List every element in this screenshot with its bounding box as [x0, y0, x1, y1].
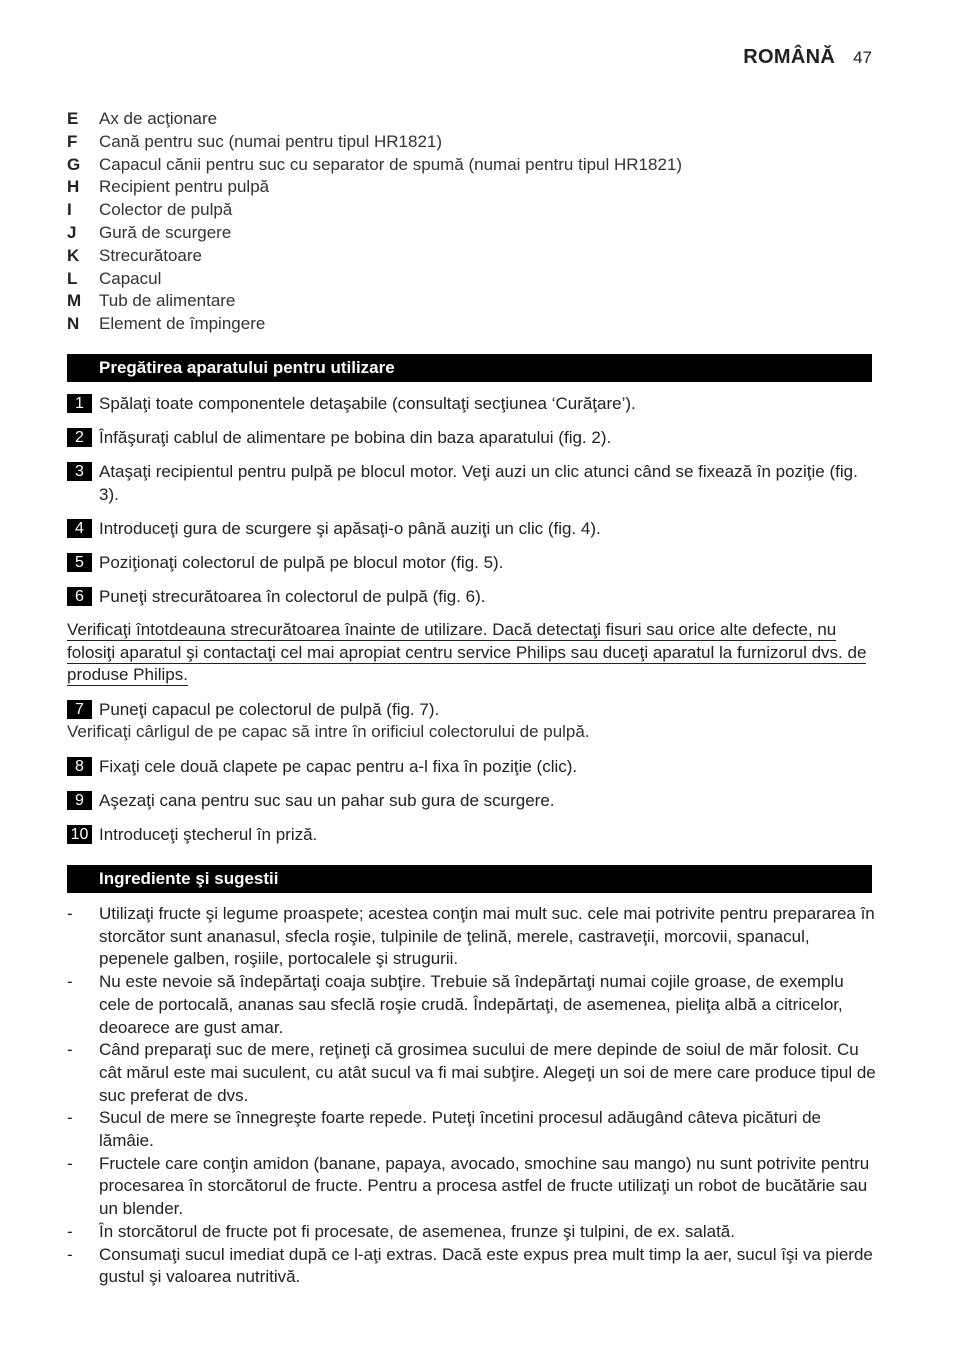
- step-text: Introduceţi gura de scurgere şi apăsaţi-o până auziţi un clic (fig. 4).: [99, 519, 601, 538]
- part-label: Gură de scurgere: [99, 222, 232, 242]
- step-item: [67, 551, 872, 574]
- parts-list-item: [67, 131, 877, 154]
- step-number-badge: 6: [67, 587, 92, 606]
- step-item: [67, 823, 872, 846]
- tips-list: [67, 903, 877, 1289]
- language-label: ROMÂNĂ: [743, 46, 836, 68]
- part-letter: G: [67, 154, 81, 174]
- tip-item: [67, 1244, 877, 1289]
- tip-item: [67, 903, 877, 971]
- parts-list-item: [67, 313, 877, 336]
- tip-dash: -: [67, 904, 73, 923]
- step-item: [67, 392, 872, 415]
- tip-text: Utilizaţi fructe şi legume proaspete; acestea conţin mai mult suc. cele mai potrivite pentru prepararea în storcător sunt ananasul, sfecla roşie, tulpinile de ţelină, merele, castraveţii, morcovii, spanacul, pepenele galben, roşiile, portocalele şi strugurii.: [99, 904, 875, 969]
- step-number-badge: 10: [67, 825, 92, 844]
- parts-list-item: [67, 245, 877, 268]
- tip-text: În storcătorul de fructe pot fi procesate, de asemenea, frunze şi tulpini, de ex. salată.: [99, 1221, 735, 1241]
- step-item: [67, 755, 872, 778]
- step-item: [67, 585, 872, 608]
- part-label: Capacul: [99, 268, 162, 288]
- tip-text: Consumaţi sucul imediat după ce l-aţi extras. Dacă este expus prea mult timp la aer, sucul îşi va pierde gustul şi valoarea nutritivă.: [99, 1244, 873, 1287]
- parts-list-item: [67, 268, 877, 291]
- step-number-badge: 1: [67, 394, 92, 413]
- part-label: Ax de acţionare: [99, 109, 218, 128]
- tip-text: Nu este nevoie să îndepărtaţi coaja subţire. Trebuie să îndepărtaţi numai cojile groase, de exemplu cele de portocală, ananas sau sfeclă roşie crudă. Îndepărtaţi, de asemenea, pieliţa albă a citricelor, deoarece are gust amar.: [99, 972, 844, 1037]
- tip-dash: -: [67, 1108, 73, 1128]
- parts-list-item: [67, 199, 877, 222]
- part-letter: L: [67, 268, 78, 288]
- section-heading-preparation: Pregătirea aparatului pentru utilizare: [67, 354, 872, 382]
- parts-list: [67, 108, 877, 336]
- tip-dash: -: [67, 972, 73, 992]
- tip-dash: -: [67, 1221, 73, 1241]
- tip-text: Sucul de mere se înnegreşte foarte repede. Puteţi încetini procesul adăugând câteva picături de lămâie.: [99, 1108, 822, 1151]
- tip-item: [67, 1039, 877, 1107]
- part-letter: N: [67, 314, 80, 334]
- part-label: Element de împingere: [99, 314, 266, 334]
- part-label: Strecurătoare: [99, 245, 202, 265]
- step-text: Spălaţi toate componentele detaşabile (consultaţi secţiunea ‘Curăţare’).: [99, 394, 636, 413]
- step-text: Fixaţi cele două clapete pe capac pentru a-l fixa în poziţie (clic).: [99, 757, 578, 777]
- part-letter: H: [67, 177, 80, 197]
- step-number-badge: 8: [67, 757, 92, 776]
- page-header: [743, 46, 872, 69]
- step-note: Verificaţi cârligul de pe capac să intre în orificiul colectorului de pulpă.: [67, 722, 590, 742]
- step-number-badge: 7: [67, 700, 92, 719]
- tip-item: [67, 1221, 877, 1244]
- tip-dash: -: [67, 1153, 73, 1173]
- step-text: Aşezaţi cana pentru suc sau un pahar sub gura de scurgere.: [99, 791, 555, 811]
- parts-list-item: [67, 176, 877, 199]
- step-number-badge: 4: [67, 519, 92, 538]
- part-letter: F: [67, 131, 78, 151]
- section-heading-ingredients: Ingrediente şi sugestii: [67, 865, 872, 893]
- parts-list-item: [67, 154, 877, 177]
- tip-text: Când preparaţi suc de mere, reţineţi că grosimea sucului de mere depinde de soiul de măr folosit. Cu cât mărul este mai suculent, cu atât sucul va fi mai subţire. Alegeţi un soi de mere care produce tipul de suc preferat de dvs.: [99, 1040, 876, 1105]
- step-text: Introduceţi ştecherul în priză.: [99, 825, 318, 845]
- step-item: [67, 426, 872, 449]
- preparation-steps: [67, 392, 872, 846]
- step-number-badge: 3: [67, 462, 92, 481]
- parts-list-item: [67, 290, 877, 313]
- part-label: Colector de pulpă: [99, 200, 233, 220]
- step-number-badge: 9: [67, 791, 92, 810]
- step-text: Poziţionaţi colectorul de pulpă pe blocul motor (fig. 5).: [99, 553, 504, 572]
- step-item: [67, 460, 872, 506]
- part-label: Cană pentru suc (numai pentru tipul HR1821): [99, 131, 443, 151]
- step-item: [67, 698, 872, 721]
- parts-list-item: [67, 108, 877, 131]
- part-letter: J: [67, 222, 77, 242]
- part-letter: M: [67, 291, 82, 311]
- step-text: Puneţi strecurătoarea în colectorul de pulpă (fig. 6).: [99, 587, 486, 606]
- tip-item: [67, 1107, 877, 1152]
- tip-item: [67, 971, 877, 1039]
- tip-text: Fructele care conţin amidon (banane, papaya, avocado, smochine sau mango) nu sunt potrivite pentru procesarea în storcătorul de fructe. Pentru a procesa astfel de fructe utilizaţi un robot de bucătărie sau un blender.: [99, 1153, 870, 1219]
- parts-list-item: [67, 222, 877, 245]
- part-letter: E: [67, 109, 79, 128]
- step-number-badge: 2: [67, 428, 92, 447]
- part-letter: I: [67, 200, 72, 220]
- part-label: Capacul cănii pentru suc cu separator de spumă (numai pentru tipul HR1821): [99, 154, 683, 174]
- warning-text: [67, 619, 872, 687]
- step-text: Ataşaţi recipientul pentru pulpă pe blocul motor. Veţi auzi un clic atunci când se fixează în poziţie (fig. 3).: [99, 462, 858, 504]
- step-number-badge: 5: [67, 553, 92, 572]
- tip-dash: -: [67, 1244, 73, 1264]
- step-item: [67, 789, 872, 812]
- part-label: Recipient pentru pulpă: [99, 177, 270, 197]
- step-text: Înfăşuraţi cablul de alimentare pe bobina din baza aparatului (fig. 2).: [99, 428, 612, 447]
- step-item: [67, 517, 872, 540]
- warning-text-content: Verificaţi întotdeauna strecurătoarea înainte de utilizare. Dacă detectaţi fisuri sau orice alte defecte, nu folosiţi aparatul şi contactaţi cel mai apropiat centru service Philips sau duceţi aparatul la furnizorul dvs. de produse Philips.: [67, 620, 867, 685]
- part-letter: K: [67, 245, 80, 265]
- part-label: Tub de alimentare: [99, 291, 236, 311]
- tip-dash: -: [67, 1040, 73, 1060]
- step-text: Puneţi capacul pe colectorul de pulpă (fig. 7).: [99, 700, 440, 720]
- page-number: 47: [853, 48, 872, 67]
- tip-item: [67, 1153, 877, 1221]
